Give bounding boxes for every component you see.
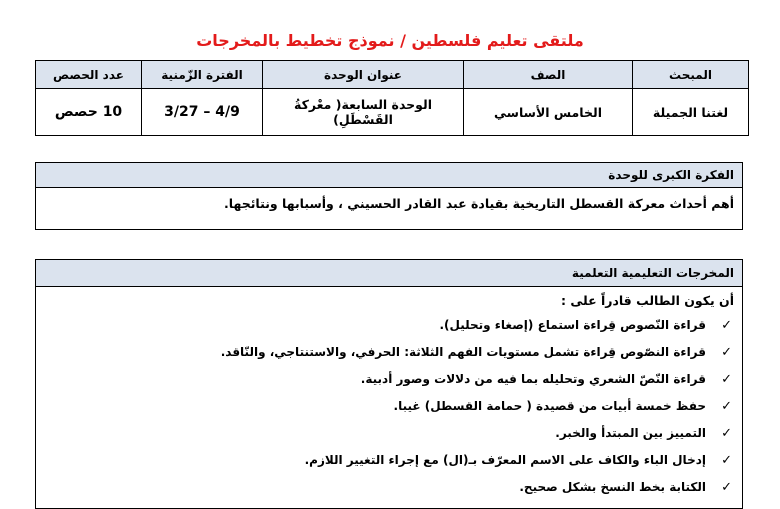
outcomes-box — [35, 259, 743, 509]
check-icon: ✓ — [721, 399, 732, 414]
check-icon: ✓ — [721, 318, 732, 333]
big-idea-text: أهم أحداث معركة القسطل التاريخية بقيادة عبد القادر الحسيني ، وأسبابها ونتائجها. — [224, 196, 734, 211]
value-grade: الخامس الأساسي — [464, 89, 633, 136]
list-item: ✓ قراءة النّصّ الشعري وتحليله بما فيه من دلالات وصور أدبية. — [36, 366, 732, 393]
check-icon: ✓ — [721, 480, 732, 495]
list-item: ✓ إدخال الباء والكاف على الاسم المعرّف بـ(ال) مع إجراء التغيير اللازم. — [36, 447, 732, 474]
header-lessons: عدد الحصص — [36, 61, 142, 89]
header-unit-title: عنوان الوحدة — [263, 61, 464, 89]
outcomes-list — [36, 312, 742, 501]
value-period: 3/27 – 4/9 — [142, 89, 263, 136]
big-idea-box — [35, 162, 743, 230]
check-icon: ✓ — [721, 426, 732, 441]
list-item: ✓ التمييز بين المبتدأ والخبر. — [36, 420, 732, 447]
list-item: ✓ الكتابة بخط النسخ بشكل صحيح. — [36, 474, 732, 501]
list-item: ✓ حفظ خمسة أبيات من قصيدة ( حمامة القسطل) غيبا. — [36, 393, 732, 420]
header-subject: المبحث — [633, 61, 749, 89]
list-item: ✓ قراءة النّصوص قِراءة استماع (إصغاء وتحليل). — [36, 312, 732, 339]
unit-info-table — [35, 60, 749, 136]
header-grade: الصف — [464, 61, 633, 89]
value-unit-title: الوحدة السابعة( معْركةُ القَسْطَلِ) — [263, 89, 464, 136]
check-icon: ✓ — [721, 453, 732, 468]
check-icon: ✓ — [721, 372, 732, 387]
header-period: الفترة الزّمنية — [142, 61, 263, 89]
value-lessons: 10 حصص — [36, 89, 142, 136]
value-subject: لغتنا الجميلة — [633, 89, 749, 136]
check-icon: ✓ — [721, 345, 732, 360]
page-title: ملتقى تعليم فلسطين / نموذج تخطيط بالمخرجات — [196, 31, 584, 50]
list-item: ✓ قراءة النصّوص قِراءة تشمل مستويات الفهم الثلاثة: الحرفي، والاستنتاجي، والنّاقد. — [36, 339, 732, 366]
outcomes-intro: أن يكون الطالب قادراً على : — [560, 293, 734, 308]
big-idea-heading: الفكرة الكبرى للوحدة — [36, 163, 742, 188]
outcomes-heading: المخرجات التعليمية التعلمية — [36, 260, 742, 287]
